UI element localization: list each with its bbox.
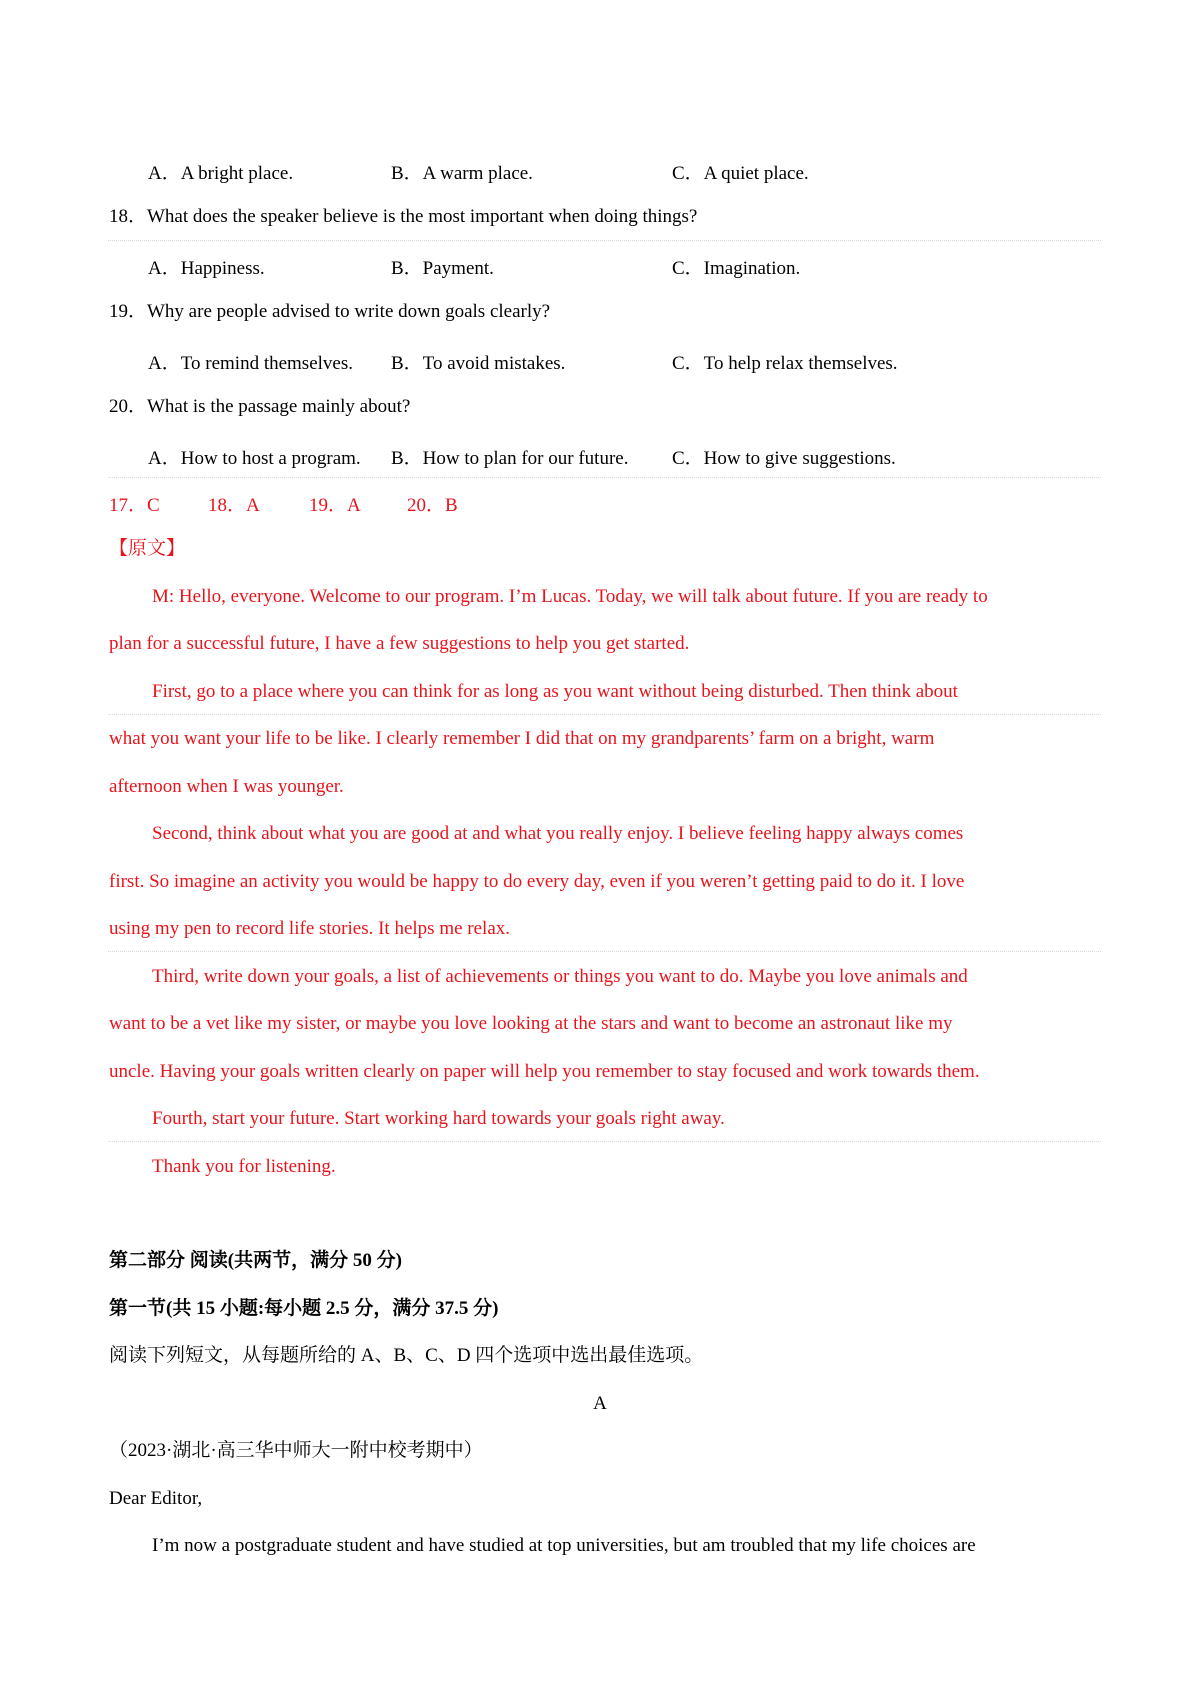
- transcript-line: want to be a vet like my sister, or maybe you love looking at the stars and want to become an astronaut like my: [109, 1013, 953, 1034]
- transcript-line: First, go to a place where you can think for as long as you want without being disturbed. Then think about: [152, 681, 958, 702]
- transcript-line: Fourth, start your future. Start working hard towards your goals right away.: [152, 1108, 725, 1129]
- q19-option-a: A．To remind themselves.: [148, 353, 353, 374]
- q18-option-a: A．Happiness.: [148, 258, 265, 279]
- transcript-line: afternoon when I was younger.: [109, 776, 344, 797]
- q20-question: 20．What is the passage mainly about?: [109, 396, 411, 417]
- section-title: 第一节(共 15 小题:每小题 2.5 分，满分 37.5 分): [109, 1298, 499, 1319]
- q19-option-c: C．To help relax themselves.: [672, 353, 898, 374]
- q20-option-c: C．How to give suggestions.: [672, 448, 896, 469]
- dotted-divider: [108, 714, 1101, 715]
- answer-18: 18．A: [208, 495, 260, 516]
- q19-question: 19．Why are people advised to write down goals clearly?: [109, 301, 551, 322]
- transcript-line: plan for a successful future, I have a few suggestions to help you get started.: [109, 633, 690, 654]
- transcript-line: M: Hello, everyone. Welcome to our program. I’m Lucas. Today, we will talk about future. If you are ready to: [152, 586, 988, 607]
- q18-question: 18．What does the speaker believe is the most important when doing things?: [109, 206, 698, 227]
- dotted-divider: [108, 1141, 1101, 1142]
- q17-option-a: A．A bright place.: [148, 163, 294, 184]
- transcript-line: Thank you for listening.: [152, 1156, 336, 1177]
- q18-option-b: B．Payment.: [391, 258, 494, 279]
- q20-option-b: B．How to plan for our future.: [391, 448, 629, 469]
- transcript-line: uncle. Having your goals written clearly on paper will help you remember to stay focused and work towards them.: [109, 1061, 980, 1082]
- answer-19: 19．A: [309, 495, 361, 516]
- passage-source: （2023·湖北·高三华中师大一附中校考期中）: [109, 1440, 483, 1461]
- letter-greeting: Dear Editor,: [109, 1488, 203, 1509]
- dotted-divider: [108, 477, 1101, 478]
- q18-option-c: C．Imagination.: [672, 258, 801, 279]
- passage-first-line: I’m now a postgraduate student and have studied at top universities, but am troubled that my life choices are: [152, 1535, 976, 1556]
- transcript-line: Second, think about what you are good at and what you really enjoy. I believe feeling happy always comes: [152, 823, 964, 844]
- transcript-header: 【原文】: [109, 538, 186, 559]
- passage-label: A: [593, 1393, 607, 1414]
- transcript-line: using my pen to record life stories. It helps me relax.: [109, 918, 511, 939]
- transcript-line: first. So imagine an activity you would be happy to do every day, even if you weren’t getting paid to do it. I love: [109, 871, 965, 892]
- transcript-line: what you want your life to be like. I clearly remember I did that on my grandparents’ farm on a bright, warm: [109, 728, 935, 749]
- answer-17: 17．C: [109, 495, 160, 516]
- q19-option-b: B．To avoid mistakes.: [391, 353, 566, 374]
- transcript-line: Third, write down your goals, a list of achievements or things you want to do. Maybe you love animals and: [152, 966, 968, 987]
- q17-option-b: B．A warm place.: [391, 163, 533, 184]
- part-title: 第二部分 阅读(共两节，满分 50 分): [109, 1250, 402, 1271]
- dotted-divider: [108, 240, 1101, 241]
- instruction: 阅读下列短文，从每题所给的 A、B、C、D 四个选项中选出最佳选项。: [109, 1345, 704, 1366]
- q17-option-c: C．A quiet place.: [672, 163, 809, 184]
- answer-20: 20．B: [407, 495, 458, 516]
- dotted-divider: [108, 951, 1101, 952]
- q20-option-a: A．How to host a program.: [148, 448, 361, 469]
